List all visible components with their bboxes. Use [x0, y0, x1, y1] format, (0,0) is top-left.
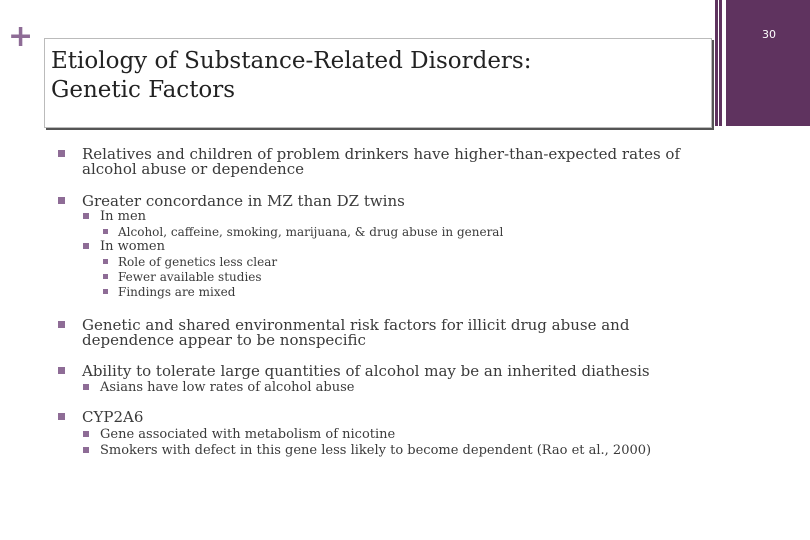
- sub-sub-bullet-text: Fewer available studies: [118, 270, 262, 284]
- sub-bullet-text: In women: [100, 239, 165, 254]
- title-line-2: Genetic Factors: [51, 77, 236, 103]
- bullet-icon: [58, 321, 65, 328]
- bullet-icon: [58, 413, 65, 420]
- plus-icon: +: [8, 19, 34, 54]
- bullet-icon: [58, 150, 65, 157]
- bullet-icon: [58, 367, 65, 374]
- sub-bullet-text: Asians have low rates of alcohol abuse: [100, 380, 355, 395]
- sub-bullet-icon: [83, 243, 89, 249]
- sub-sub-bullet-icon: [103, 289, 108, 294]
- title-line-1: Etiology of Substance-Related Disorders:: [51, 48, 532, 74]
- sub-sub-bullet-icon: [103, 229, 108, 234]
- title-box: [44, 38, 712, 128]
- accent-stripe-2: [719, 0, 722, 126]
- bullet-icon: [58, 197, 65, 204]
- sub-sub-bullet-text: Alcohol, caffeine, smoking, marijuana, & drug abuse in general: [118, 225, 504, 239]
- sub-bullet-icon: [83, 384, 89, 390]
- accent-stripe-1: [715, 0, 718, 126]
- sub-sub-bullet-icon: [103, 259, 108, 264]
- bullet-text: Genetic and shared environmental risk factors for illicit drug abuse and: [82, 316, 630, 334]
- bullet-text: CYP2A6: [82, 408, 144, 426]
- bullet-text-continued: alcohol abuse or dependence: [82, 160, 304, 178]
- sub-bullet-icon: [83, 431, 89, 437]
- accent-panel: [726, 0, 810, 126]
- sub-sub-bullet-text: Findings are mixed: [118, 285, 236, 299]
- sub-bullet-text: Gene associated with metabolism of nicotine: [100, 427, 396, 442]
- slide-title: [51, 47, 531, 105]
- bullet-text: Relatives and children of problem drinkers have higher-than-expected rates of: [82, 145, 680, 163]
- sub-bullet-text: In men: [100, 209, 147, 224]
- page-number: 30: [762, 28, 776, 41]
- bullet-text-continued: dependence appear to be nonspecific: [82, 331, 366, 349]
- sub-bullet-text: Smokers with defect in this gene less likely to become dependent (Rao et al., 2000): [100, 443, 652, 458]
- sub-sub-bullet-icon: [103, 274, 108, 279]
- bullet-text: Ability to tolerate large quantities of alcohol may be an inherited diathesis: [82, 362, 650, 380]
- sub-bullet-icon: [83, 447, 89, 453]
- sub-sub-bullet-text: Role of genetics less clear: [118, 255, 278, 269]
- sub-bullet-icon: [83, 213, 89, 219]
- bullet-text: Greater concordance in MZ than DZ twins: [82, 192, 405, 210]
